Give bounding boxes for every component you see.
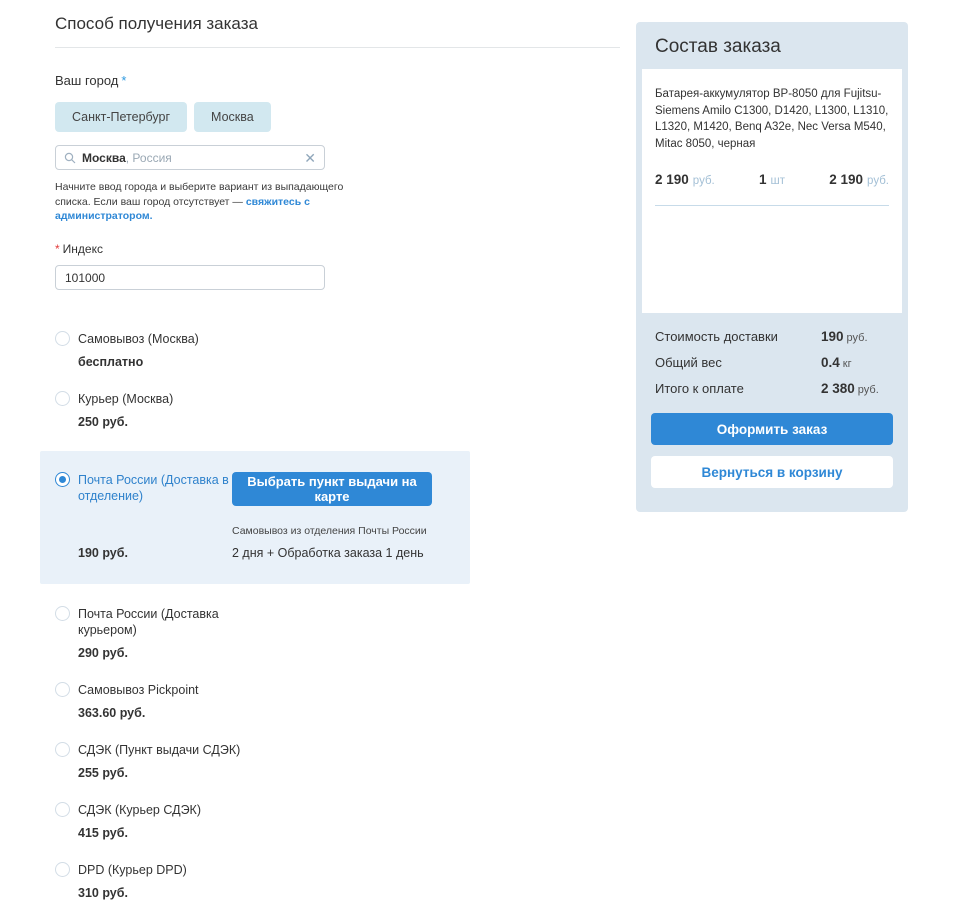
radio-button-icon[interactable] <box>55 606 70 621</box>
radio-button-icon[interactable] <box>55 391 70 406</box>
delivery-option <box>55 606 620 660</box>
index-label: * Индекс <box>55 242 103 257</box>
delivery-option-price: 255 руб. <box>78 766 128 781</box>
title-divider <box>55 47 620 48</box>
delivery-option-note: Самовывоз из отделения Почты России <box>232 525 427 538</box>
delivery-option-row[interactable] <box>55 391 620 407</box>
delivery-option-row[interactable] <box>55 802 620 818</box>
city-hint: Начните ввод города и выберите вариант из выпадающего списка. Если ваш город отсутствует — свяжитесь с администратором. <box>55 181 344 223</box>
city-search-input[interactable] <box>55 145 325 170</box>
search-icon <box>64 152 76 164</box>
radio-button-icon[interactable] <box>55 802 70 817</box>
delivery-option-price: 363.60 руб. <box>78 706 146 721</box>
item-divider <box>655 205 889 206</box>
city-search-suggestion: , Россия <box>125 150 172 165</box>
delivery-option-row[interactable] <box>55 606 620 638</box>
delivery-option <box>55 862 620 900</box>
contact-admin-link[interactable]: свяжитесь с администратором. <box>55 195 310 223</box>
city-search-typed-text: Москва <box>82 150 126 165</box>
delivery-option-term: 2 дня + Обработка заказа 1 день <box>232 546 424 561</box>
order-summary-title: Состав заказа <box>655 36 781 57</box>
order-item-price-row <box>655 171 889 189</box>
delivery-option-label[interactable]: Самовывоз Pickpoint <box>78 683 199 698</box>
line-total: 2 190 руб. <box>829 171 889 187</box>
required-asterisk: * <box>55 242 60 257</box>
delivery-options-list <box>55 331 620 900</box>
summary-row-total: Итого к оплате 2 380 руб. <box>655 381 879 396</box>
city-chip-spb[interactable]: Санкт-Петербург <box>55 102 187 132</box>
delivery-option-price: 250 руб. <box>78 415 128 430</box>
delivery-option-label[interactable]: Курьер (Москва) <box>78 392 174 407</box>
city-label: Ваш город * <box>55 73 127 88</box>
delivery-option <box>55 802 620 840</box>
delivery-option-row[interactable] <box>55 472 232 506</box>
summary-row-delivery: Стоимость доставки 190 руб. <box>655 329 868 344</box>
delivery-option <box>55 742 620 780</box>
delivery-option-selected <box>40 451 470 584</box>
summary-row-weight: Общий вес 0.4 кг <box>655 355 852 370</box>
checkout-button[interactable]: Оформить заказ <box>651 413 893 445</box>
required-asterisk: * <box>121 73 127 88</box>
postal-index-input[interactable] <box>55 265 325 290</box>
order-summary-panel <box>636 22 908 512</box>
page-title: Способ получения заказа <box>55 14 258 33</box>
order-items-panel <box>642 69 902 313</box>
delivery-option-price: 310 руб. <box>78 886 128 901</box>
radio-button-icon[interactable] <box>55 682 70 697</box>
product-name: Батарея-аккумулятор BP-8050 для Fujitsu-Siemens Amilo C1300, D1420, L1300, L1310, L1320, M1420, Benq A32e, Nec Versa M540, Mitac 8050, черная <box>655 88 889 151</box>
city-chip-msk[interactable]: Москва <box>194 102 271 132</box>
delivery-option-label[interactable]: Самовывоз (Москва) <box>78 332 199 347</box>
quantity: 1 шт <box>758 171 785 187</box>
back-to-cart-button[interactable]: Вернуться в корзину <box>651 456 893 488</box>
delivery-option-label[interactable]: DPD (Курьер DPD) <box>78 863 187 878</box>
unit-price: 2 190 руб. <box>655 171 715 187</box>
delivery-option-row[interactable] <box>55 862 620 878</box>
delivery-option <box>55 331 620 369</box>
delivery-option-row[interactable] <box>55 682 620 698</box>
delivery-option <box>55 682 620 720</box>
delivery-option-label[interactable]: СДЭК (Пункт выдачи СДЭК) <box>78 743 241 758</box>
delivery-option-price: 190 руб. <box>78 546 128 561</box>
order-totals <box>636 313 908 396</box>
choose-pickup-point-button[interactable]: Выбрать пункт выдачи на карте <box>232 472 432 506</box>
delivery-option-price: бесплатно <box>78 355 144 370</box>
clear-icon[interactable]: ✕ <box>304 149 316 166</box>
city-chips <box>55 102 620 132</box>
delivery-option-label[interactable]: СДЭК (Курьер СДЭК) <box>78 803 201 818</box>
radio-button-icon[interactable] <box>55 331 70 346</box>
delivery-option-row[interactable] <box>55 742 620 758</box>
delivery-option-label[interactable]: Почта России (Доставка курьером) <box>78 607 219 638</box>
delivery-option-label[interactable]: Почта России (Доставка в отделение) <box>78 473 229 504</box>
radio-button-icon[interactable] <box>55 862 70 877</box>
delivery-option-price: 290 руб. <box>78 646 128 661</box>
delivery-method-section <box>55 14 620 913</box>
radio-button-icon[interactable] <box>55 742 70 757</box>
delivery-option <box>55 391 620 429</box>
delivery-option-row[interactable] <box>55 331 620 347</box>
radio-button-selected-icon[interactable] <box>55 472 70 487</box>
delivery-option-price: 415 руб. <box>78 826 128 841</box>
